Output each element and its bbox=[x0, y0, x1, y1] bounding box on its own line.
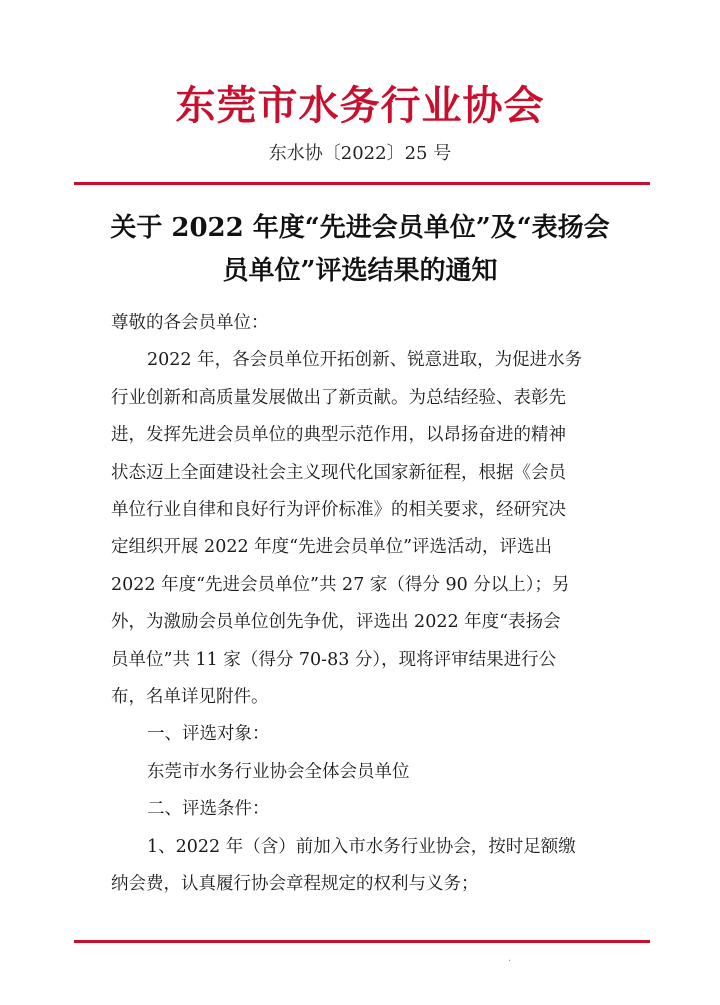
document-body bbox=[111, 305, 623, 904]
condition-item-line: 纳会费，认真履行协会章程规定的权利与义务； bbox=[111, 874, 479, 895]
document-title bbox=[70, 207, 650, 293]
paragraph-line: 定组织开展 2022 年度“先进会员单位”评选活动，评选出 bbox=[111, 537, 553, 558]
organization-header: 东莞市水务行业协会 bbox=[175, 83, 545, 129]
section-1-heading: 一、评选对象： bbox=[147, 724, 270, 745]
paragraph-line: 外，为激励会员单位创先争优，评选出 2022 年度“表扬会 bbox=[111, 612, 561, 633]
scan-speck-mark: · bbox=[508, 956, 512, 967]
document-number: 东水协〔2022〕25 号 bbox=[268, 143, 452, 164]
paragraph-line: 布，名单详见附件。 bbox=[111, 687, 269, 708]
paragraph-line: 2022 年，各会员单位开拓创新、锐意进取，为促进水务 bbox=[147, 350, 583, 371]
header-red-divider bbox=[74, 182, 650, 185]
paragraph-line: 行业创新和高质量发展做出了新贡献。为总结经验、表彰先 bbox=[111, 387, 566, 408]
paragraph-line: 状态迈上全面建设社会主义现代化国家新征程，根据《会员 bbox=[111, 462, 566, 483]
paragraph-line: 2022 年度“先进会员单位”共 27 家（得分 90 分以上）；另 bbox=[111, 574, 570, 595]
title-line-1: 关于 2022 年度“先进会员单位”及“表扬会 bbox=[110, 213, 610, 243]
paragraph-line: 单位行业自律和良好行为评价标准》的相关要求，经研究决 bbox=[111, 500, 566, 521]
section-2-heading: 二、评选条件： bbox=[147, 799, 270, 820]
section-1-text: 东莞市水务行业协会全体会员单位 bbox=[147, 761, 410, 782]
title-line-2: 员单位”评选结果的通知 bbox=[222, 256, 498, 286]
condition-item-line: 1、2022 年（含）前加入市水务行业协会，按时足额缴 bbox=[147, 836, 576, 857]
salutation: 尊敬的各会员单位： bbox=[111, 313, 269, 333]
paragraph-line: 进，发挥先进会员单位的典型示范作用，以昂扬奋进的精神 bbox=[111, 425, 566, 446]
paragraph-line: 员单位”共 11 家（得分 70-83 分），现将评审结果进行公 bbox=[111, 649, 557, 670]
footer-red-divider bbox=[74, 940, 650, 943]
